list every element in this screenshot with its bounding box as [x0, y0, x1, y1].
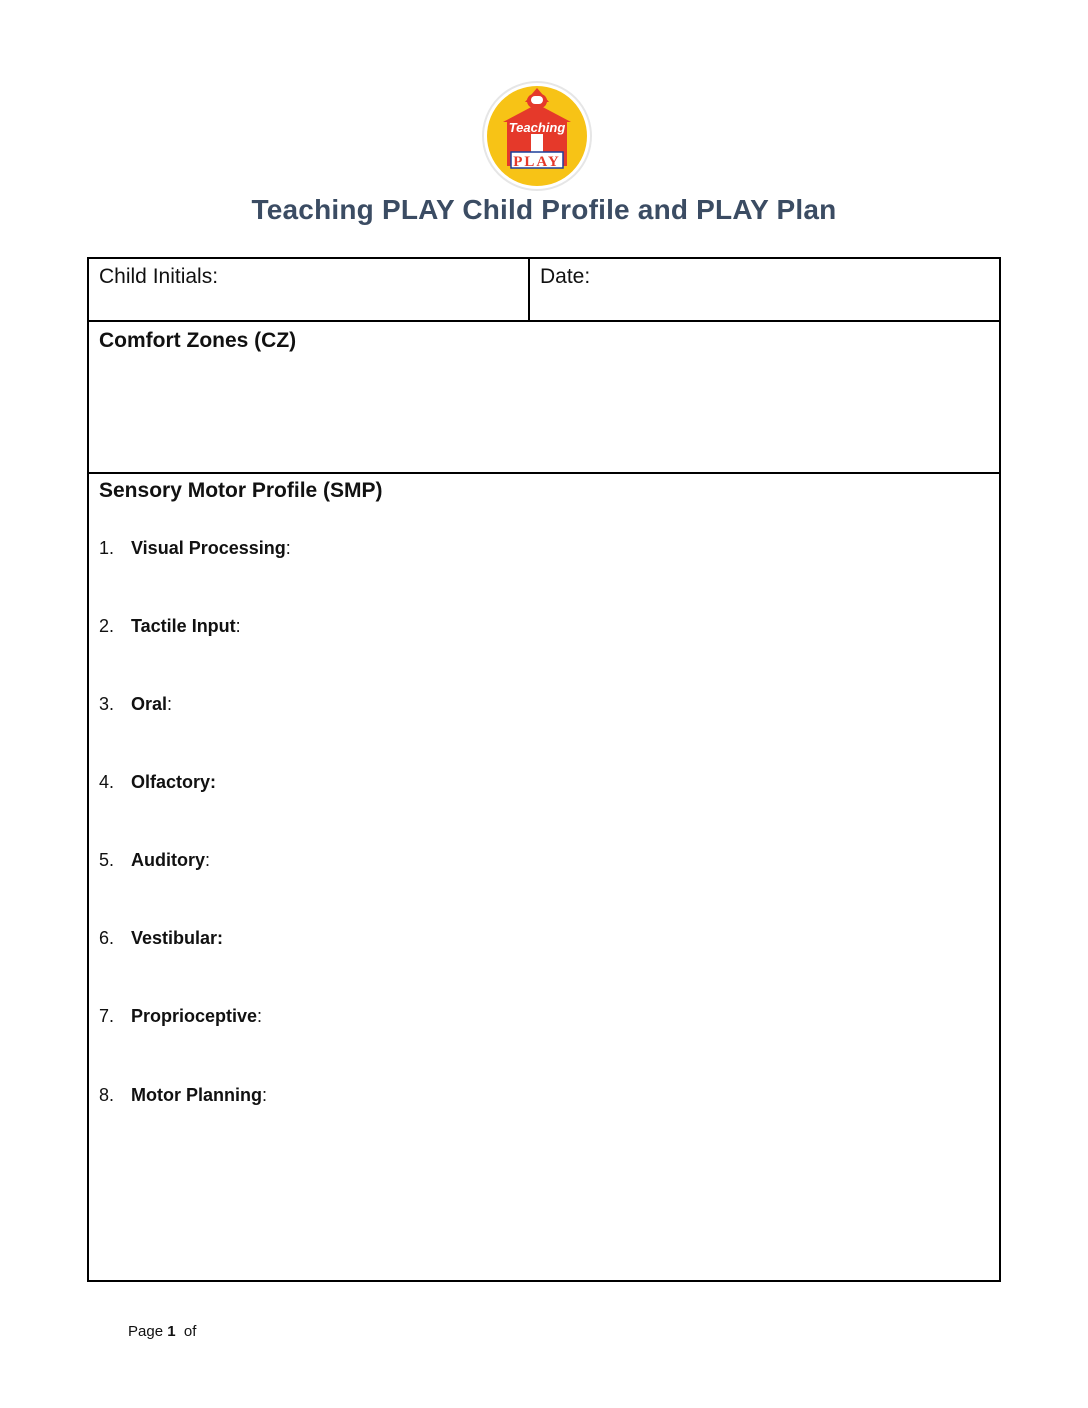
date-field[interactable] — [530, 259, 999, 320]
child-initials-field[interactable] — [89, 259, 530, 320]
smp-item-vestibular[interactable]: 6. Vestibular: — [99, 928, 224, 948]
logo-top-text: Teaching — [508, 120, 566, 135]
page-title: Teaching PLAY Child Profile and PLAY Plan — [251, 194, 837, 225]
smp-item-proprioceptive[interactable]: 7. Proprioceptive: — [99, 1006, 263, 1026]
page-footer — [128, 1323, 196, 1340]
smp-item-motor-planning[interactable]: 8. Motor Planning: — [99, 1085, 267, 1105]
comfort-zones-heading: Comfort Zones (CZ) — [99, 329, 297, 352]
smp-item-oral[interactable]: 3. Oral: — [99, 694, 173, 714]
profile-form — [87, 257, 1001, 1282]
page-suffix: of — [183, 1323, 197, 1340]
page-prefix: Page — [128, 1323, 164, 1340]
smp-item-visual-processing[interactable]: 1. Visual Processing: — [99, 538, 291, 558]
comfort-zones-section[interactable] — [89, 322, 999, 474]
smp-item-auditory[interactable]: 5. Auditory: — [99, 850, 211, 870]
child-initials-label: Child Initials: — [99, 265, 219, 288]
smp-item-olfactory[interactable]: 4. Olfactory: — [99, 772, 217, 792]
teaching-play-logo — [481, 80, 593, 192]
page-number: 1 — [167, 1323, 176, 1340]
sensory-motor-profile-section[interactable] — [89, 474, 999, 1280]
header-row — [89, 259, 999, 322]
logo-bottom-text: PLAY — [513, 154, 561, 170]
smp-item-tactile-input[interactable]: 2. Tactile Input: — [99, 616, 241, 636]
sensory-motor-profile-heading: Sensory Motor Profile (SMP) — [99, 479, 383, 502]
date-label: Date: — [540, 265, 591, 288]
